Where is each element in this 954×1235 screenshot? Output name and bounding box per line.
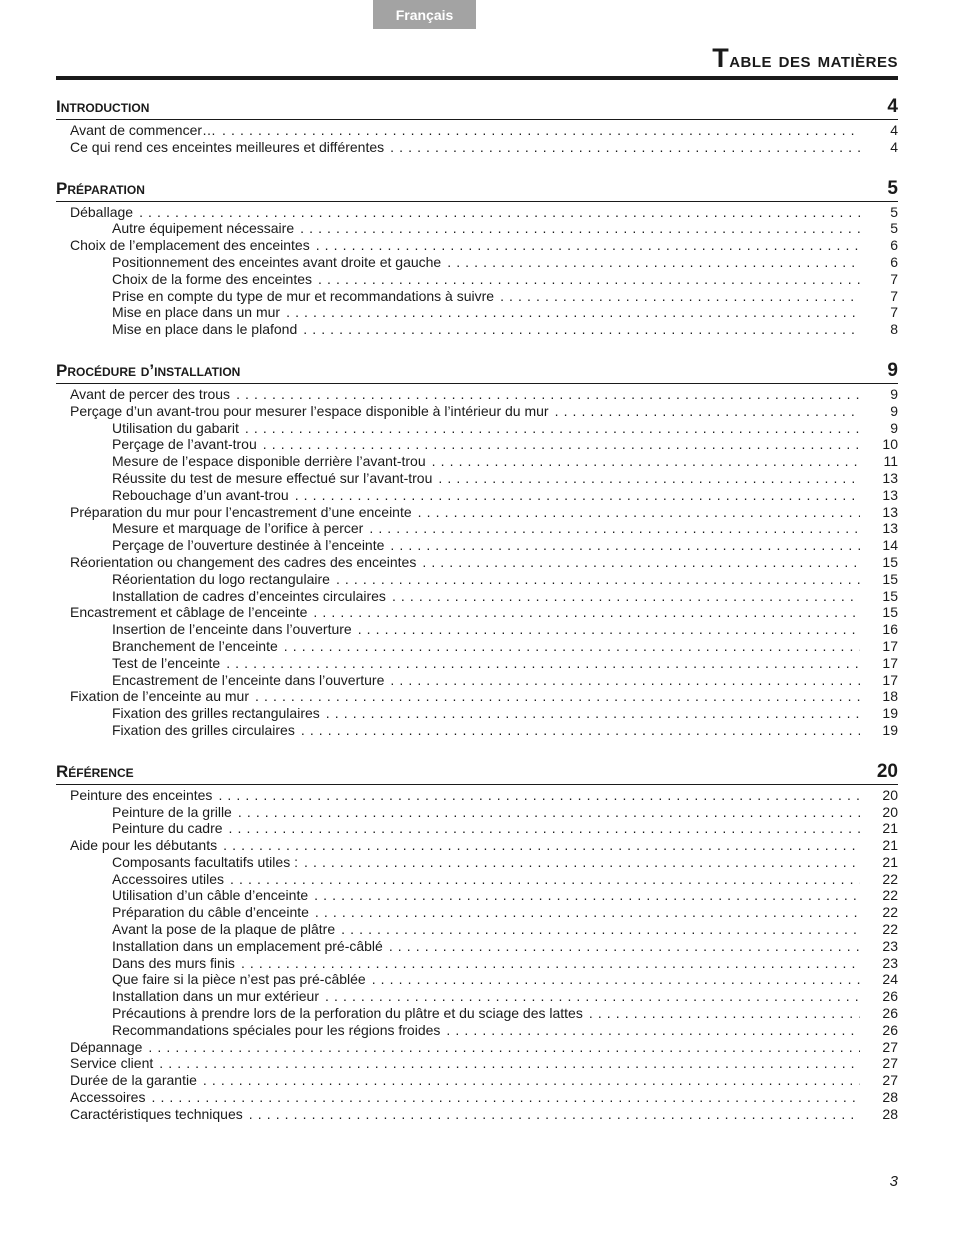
entry-page: 17	[882, 671, 898, 688]
dot-leader	[358, 621, 860, 638]
toc-entry[interactable]	[56, 1039, 898, 1056]
entry-title: Peinture du cadre	[112, 820, 223, 837]
dot-leader	[325, 988, 860, 1005]
dot-leader	[238, 804, 860, 821]
entry-title: Autre équipement nécessaire	[112, 220, 295, 237]
dot-leader	[315, 904, 860, 921]
entry-page: 23	[882, 937, 898, 954]
entry-title: Mesure et marquage de l’orifice à percer	[112, 520, 364, 537]
dot-leader	[392, 588, 860, 605]
dot-leader	[304, 854, 860, 871]
entry-title: Perçage d’un avant-trou pour mesurer l’espace disponible à l’intérieur du mur	[70, 402, 549, 419]
entry-page: 17	[882, 654, 898, 671]
toc-entry[interactable]	[56, 537, 898, 554]
section-title: Introduction	[56, 97, 150, 116]
entry-title: Avant de percer des trous	[70, 385, 231, 402]
dot-leader	[249, 1106, 860, 1123]
entry-title: Que faire si la pièce n’est pas pré-câblée	[112, 971, 366, 988]
toc-entry[interactable]	[56, 621, 898, 638]
dot-leader	[300, 220, 860, 237]
entry-title: Réussite du test de mesure effectué sur l’avant-trou	[112, 469, 433, 486]
toc-entry[interactable]	[56, 571, 898, 588]
toc-entry[interactable]	[56, 122, 898, 139]
entry-page: 22	[882, 887, 898, 904]
entry-page: 27	[882, 1055, 898, 1072]
dot-leader	[203, 1072, 860, 1089]
entry-page: 4	[890, 138, 898, 155]
section-title: Procédure d’installation	[56, 360, 241, 380]
entry-title: Positionnement des enceintes avant droite et gauche	[112, 253, 442, 270]
section-title: Référence	[56, 761, 134, 781]
entry-page: 23	[882, 954, 898, 971]
entry-title: Prise en compte du type de mur et recommandations à suivre	[112, 287, 495, 304]
toc-entry-list	[56, 384, 898, 739]
entry-page: 7	[890, 287, 898, 304]
toc-entry[interactable]	[56, 386, 898, 403]
dot-leader	[255, 688, 860, 705]
entry-page: 5	[890, 220, 898, 237]
dot-leader	[148, 1039, 860, 1056]
dot-leader	[241, 955, 860, 972]
entry-title: Composants facultatifs utiles :	[112, 853, 298, 870]
dot-leader	[389, 938, 860, 955]
entry-title: Préparation du câble d’enceinte	[112, 904, 309, 921]
toc-entry[interactable]	[56, 638, 898, 655]
dot-leader	[336, 571, 860, 588]
entry-page: 6	[890, 237, 898, 254]
toc-entry[interactable]	[56, 554, 898, 571]
dot-leader	[422, 554, 860, 571]
toc-entry[interactable]	[56, 453, 898, 470]
dot-leader	[318, 271, 860, 288]
entry-page: 15	[882, 587, 898, 604]
entry-page: 22	[882, 904, 898, 921]
entry-title: Accessoires	[70, 1089, 146, 1106]
dot-leader	[447, 254, 860, 271]
entry-title: Accessoires utiles	[112, 870, 225, 887]
toc-entry[interactable]	[56, 520, 898, 537]
entry-title: Fixation des grilles circulaires	[112, 721, 295, 738]
toc-entry[interactable]	[56, 871, 898, 888]
dot-leader	[326, 705, 860, 722]
toc-section	[56, 94, 898, 156]
dot-leader	[555, 403, 860, 420]
entry-title: Réorientation du logo rectangulaire	[112, 570, 330, 587]
page-number: 3	[889, 1173, 898, 1190]
dot-leader	[369, 520, 860, 537]
dot-leader	[390, 672, 860, 689]
entry-page: 20	[882, 803, 898, 820]
entry-title: Mise en place dans un mur	[112, 304, 281, 321]
toc-entry[interactable]	[56, 1072, 898, 1089]
entry-page: 15	[882, 604, 898, 621]
section-page: 5	[887, 177, 898, 199]
toc-entry[interactable]	[56, 604, 898, 621]
dot-leader	[218, 787, 860, 804]
dot-leader	[226, 655, 860, 672]
toc-entry[interactable]	[56, 904, 898, 921]
dot-leader	[314, 887, 860, 904]
toc-entry[interactable]	[56, 921, 898, 938]
dot-leader	[372, 971, 860, 988]
entry-title: Aide pour les débutants	[70, 837, 218, 854]
entry-page: 21	[882, 820, 898, 837]
entry-title: Ce qui rend ces enceintes meilleures et différentes	[70, 138, 385, 155]
language-tab: Français	[373, 0, 476, 29]
dot-leader	[341, 921, 860, 938]
dot-leader	[432, 453, 860, 470]
toc-entry[interactable]	[56, 588, 898, 605]
entry-page: 9	[890, 385, 898, 402]
entry-page: 21	[882, 853, 898, 870]
section-heading[interactable]	[56, 759, 898, 785]
dot-leader	[159, 1055, 860, 1072]
toc-entry[interactable]	[56, 487, 898, 504]
dot-leader	[589, 1005, 860, 1022]
toc-section	[56, 358, 898, 739]
dot-leader	[316, 237, 860, 254]
entry-title: Durée de la garantie	[70, 1072, 197, 1089]
entry-title: Perçage de l’avant-trou	[112, 436, 257, 453]
toc-entry[interactable]	[56, 1106, 898, 1123]
dot-leader	[313, 604, 860, 621]
entry-title: Choix de l’emplacement des enceintes	[70, 237, 310, 254]
toc-entry[interactable]	[56, 436, 898, 453]
entry-page: 28	[882, 1105, 898, 1122]
toc-entry[interactable]	[56, 139, 898, 156]
dot-leader	[236, 386, 860, 403]
entry-title: Service client	[70, 1055, 154, 1072]
entry-title: Installation de cadres d’enceintes circulaires	[112, 587, 386, 604]
entry-title: Test de l’enceinte	[112, 654, 221, 671]
toc-entry[interactable]	[56, 688, 898, 705]
toc-entry[interactable]	[56, 204, 898, 221]
toc-entry[interactable]	[56, 420, 898, 437]
entry-title: Branchement de l’enceinte	[112, 637, 278, 654]
entry-page: 4	[890, 122, 898, 138]
toc-entry[interactable]	[56, 938, 898, 955]
toc-entry[interactable]	[56, 722, 898, 739]
entry-title: Fixation de l’enceinte au mur	[70, 688, 249, 705]
entry-title: Fixation des grilles rectangulaires	[112, 705, 320, 722]
dot-leader	[390, 537, 860, 554]
dot-leader	[295, 487, 860, 504]
entry-title: Déballage	[70, 203, 134, 220]
entry-page: 13	[882, 520, 898, 537]
entry-page: 10	[882, 436, 898, 453]
toc-entry[interactable]	[56, 988, 898, 1005]
entry-page: 17	[882, 637, 898, 654]
entry-page: 26	[882, 1005, 898, 1022]
entry-page: 9	[890, 419, 898, 436]
dot-leader	[229, 820, 860, 837]
section-page: 9	[887, 359, 898, 381]
entry-title: Installation dans un mur extérieur	[112, 988, 319, 1005]
entry-title: Avant la pose de la plaque de plâtre	[112, 921, 336, 938]
entry-title: Encastrement de l’enceinte dans l’ouverture	[112, 671, 385, 688]
entry-title: Caractéristiques techniques	[70, 1105, 243, 1122]
toc-entry[interactable]	[56, 955, 898, 972]
table-of-contents	[56, 94, 898, 1143]
toc-entry[interactable]	[56, 237, 898, 254]
entry-page: 26	[882, 988, 898, 1005]
toc-entry[interactable]	[56, 1055, 898, 1072]
entry-title: Recommandations spéciales pour les régions froides	[112, 1021, 441, 1038]
entry-page: 13	[882, 486, 898, 503]
entry-page: 26	[882, 1021, 898, 1038]
page-title-rest: able des matières	[729, 47, 898, 72]
entry-page: 5	[890, 203, 898, 220]
entry-title: Installation dans un emplacement pré-câblé	[112, 937, 383, 954]
dot-leader	[500, 288, 860, 305]
entry-page: 14	[882, 537, 898, 554]
entry-page: 11	[883, 453, 898, 470]
dot-leader	[230, 871, 860, 888]
toc-entry-list	[56, 785, 898, 1123]
entry-page: 16	[882, 621, 898, 638]
title-rule	[56, 76, 898, 80]
toc-entry[interactable]	[56, 1022, 898, 1039]
section-title: Préparation	[56, 178, 145, 198]
entry-page: 27	[882, 1072, 898, 1089]
toc-entry[interactable]	[56, 705, 898, 722]
toc-entry[interactable]	[56, 820, 898, 837]
dot-leader	[390, 139, 860, 156]
toc-entry[interactable]	[56, 304, 898, 321]
entry-page: 13	[882, 469, 898, 486]
toc-entry[interactable]	[56, 220, 898, 237]
toc-entry-list	[56, 120, 898, 156]
toc-entry[interactable]	[56, 1005, 898, 1022]
toc-section	[56, 176, 898, 338]
section-heading[interactable]	[56, 176, 898, 202]
entry-page: 22	[882, 870, 898, 887]
dot-leader	[245, 420, 860, 437]
toc-entry[interactable]	[56, 672, 898, 689]
toc-entry[interactable]	[56, 804, 898, 821]
toc-entry[interactable]	[56, 787, 898, 804]
entry-page: 24	[882, 971, 898, 988]
entry-page: 8	[890, 321, 898, 338]
page-title	[712, 44, 898, 74]
toc-entry[interactable]	[56, 1089, 898, 1106]
entry-page: 13	[882, 503, 898, 520]
dot-leader	[139, 204, 860, 221]
entry-title: Choix de la forme des enceintes	[112, 270, 312, 287]
dot-leader	[284, 638, 860, 655]
toc-entry[interactable]	[56, 321, 898, 338]
entry-page: 18	[882, 688, 898, 705]
entry-page: 7	[890, 270, 898, 287]
section-heading[interactable]	[56, 94, 898, 120]
entry-page: 15	[882, 553, 898, 570]
entry-page: 9	[890, 402, 898, 419]
entry-title: Peinture des enceintes	[70, 786, 213, 803]
dot-leader	[151, 1089, 860, 1106]
entry-page: 20	[882, 786, 898, 803]
entry-page: 21	[882, 837, 898, 854]
entry-page: 6	[890, 253, 898, 270]
entry-title: Mise en place dans le plafond	[112, 321, 298, 338]
section-heading[interactable]	[56, 358, 898, 384]
entry-page: 19	[882, 705, 898, 722]
toc-entry[interactable]	[56, 271, 898, 288]
toc-section	[56, 759, 898, 1123]
entry-title: Perçage de l’ouverture destinée à l’enceinte	[112, 537, 385, 554]
dot-leader	[301, 722, 860, 739]
toc-entry[interactable]	[56, 288, 898, 305]
entry-page: 22	[882, 921, 898, 938]
page-title-initial: T	[712, 43, 730, 73]
toc-entry[interactable]	[56, 655, 898, 672]
entry-title: Insertion de l’enceinte dans l’ouverture	[112, 621, 352, 638]
entry-page: 27	[882, 1038, 898, 1055]
dot-leader	[286, 304, 860, 321]
entry-title: Réorientation ou changement des cadres des enceintes	[70, 553, 417, 570]
entry-page: 19	[882, 721, 898, 738]
dot-leader	[303, 321, 860, 338]
entry-title: Peinture de la grille	[112, 803, 232, 820]
dot-leader	[222, 122, 860, 139]
entry-title: Utilisation d’un câble d’enceinte	[112, 887, 309, 904]
section-page: 4	[887, 96, 898, 117]
toc-entry[interactable]	[56, 887, 898, 904]
dot-leader	[438, 470, 860, 487]
entry-title: Utilisation du gabarit	[112, 419, 239, 436]
dot-leader	[263, 436, 860, 453]
entry-page: 15	[882, 570, 898, 587]
toc-entry-list	[56, 202, 898, 338]
entry-page: 7	[890, 304, 898, 321]
toc-entry[interactable]	[56, 854, 898, 871]
dot-leader	[223, 837, 860, 854]
toc-entry[interactable]	[56, 254, 898, 271]
entry-title: Rebouchage d’un avant-trou	[112, 486, 289, 503]
section-page: 20	[876, 760, 898, 782]
dot-leader	[418, 504, 860, 521]
toc-entry[interactable]	[56, 504, 898, 521]
entry-title: Dans des murs finis	[112, 954, 235, 971]
entry-title: Préparation du mur pour l’encastrement d’une enceinte	[70, 503, 412, 520]
toc-entry[interactable]	[56, 837, 898, 854]
entry-title: Encastrement et câblage de l’enceinte	[70, 604, 308, 621]
entry-page: 28	[882, 1089, 898, 1106]
dot-leader	[446, 1022, 860, 1039]
toc-entry[interactable]	[56, 470, 898, 487]
entry-title: Dépannage	[70, 1038, 143, 1055]
toc-entry[interactable]	[56, 971, 898, 988]
toc-entry[interactable]	[56, 403, 898, 420]
entry-title: Précautions à prendre lors de la perforation du plâtre et du sciage des lattes	[112, 1005, 583, 1022]
entry-title: Avant de commencer…	[70, 122, 217, 138]
entry-title: Mesure de l’espace disponible derrière l’avant-trou	[112, 453, 426, 470]
